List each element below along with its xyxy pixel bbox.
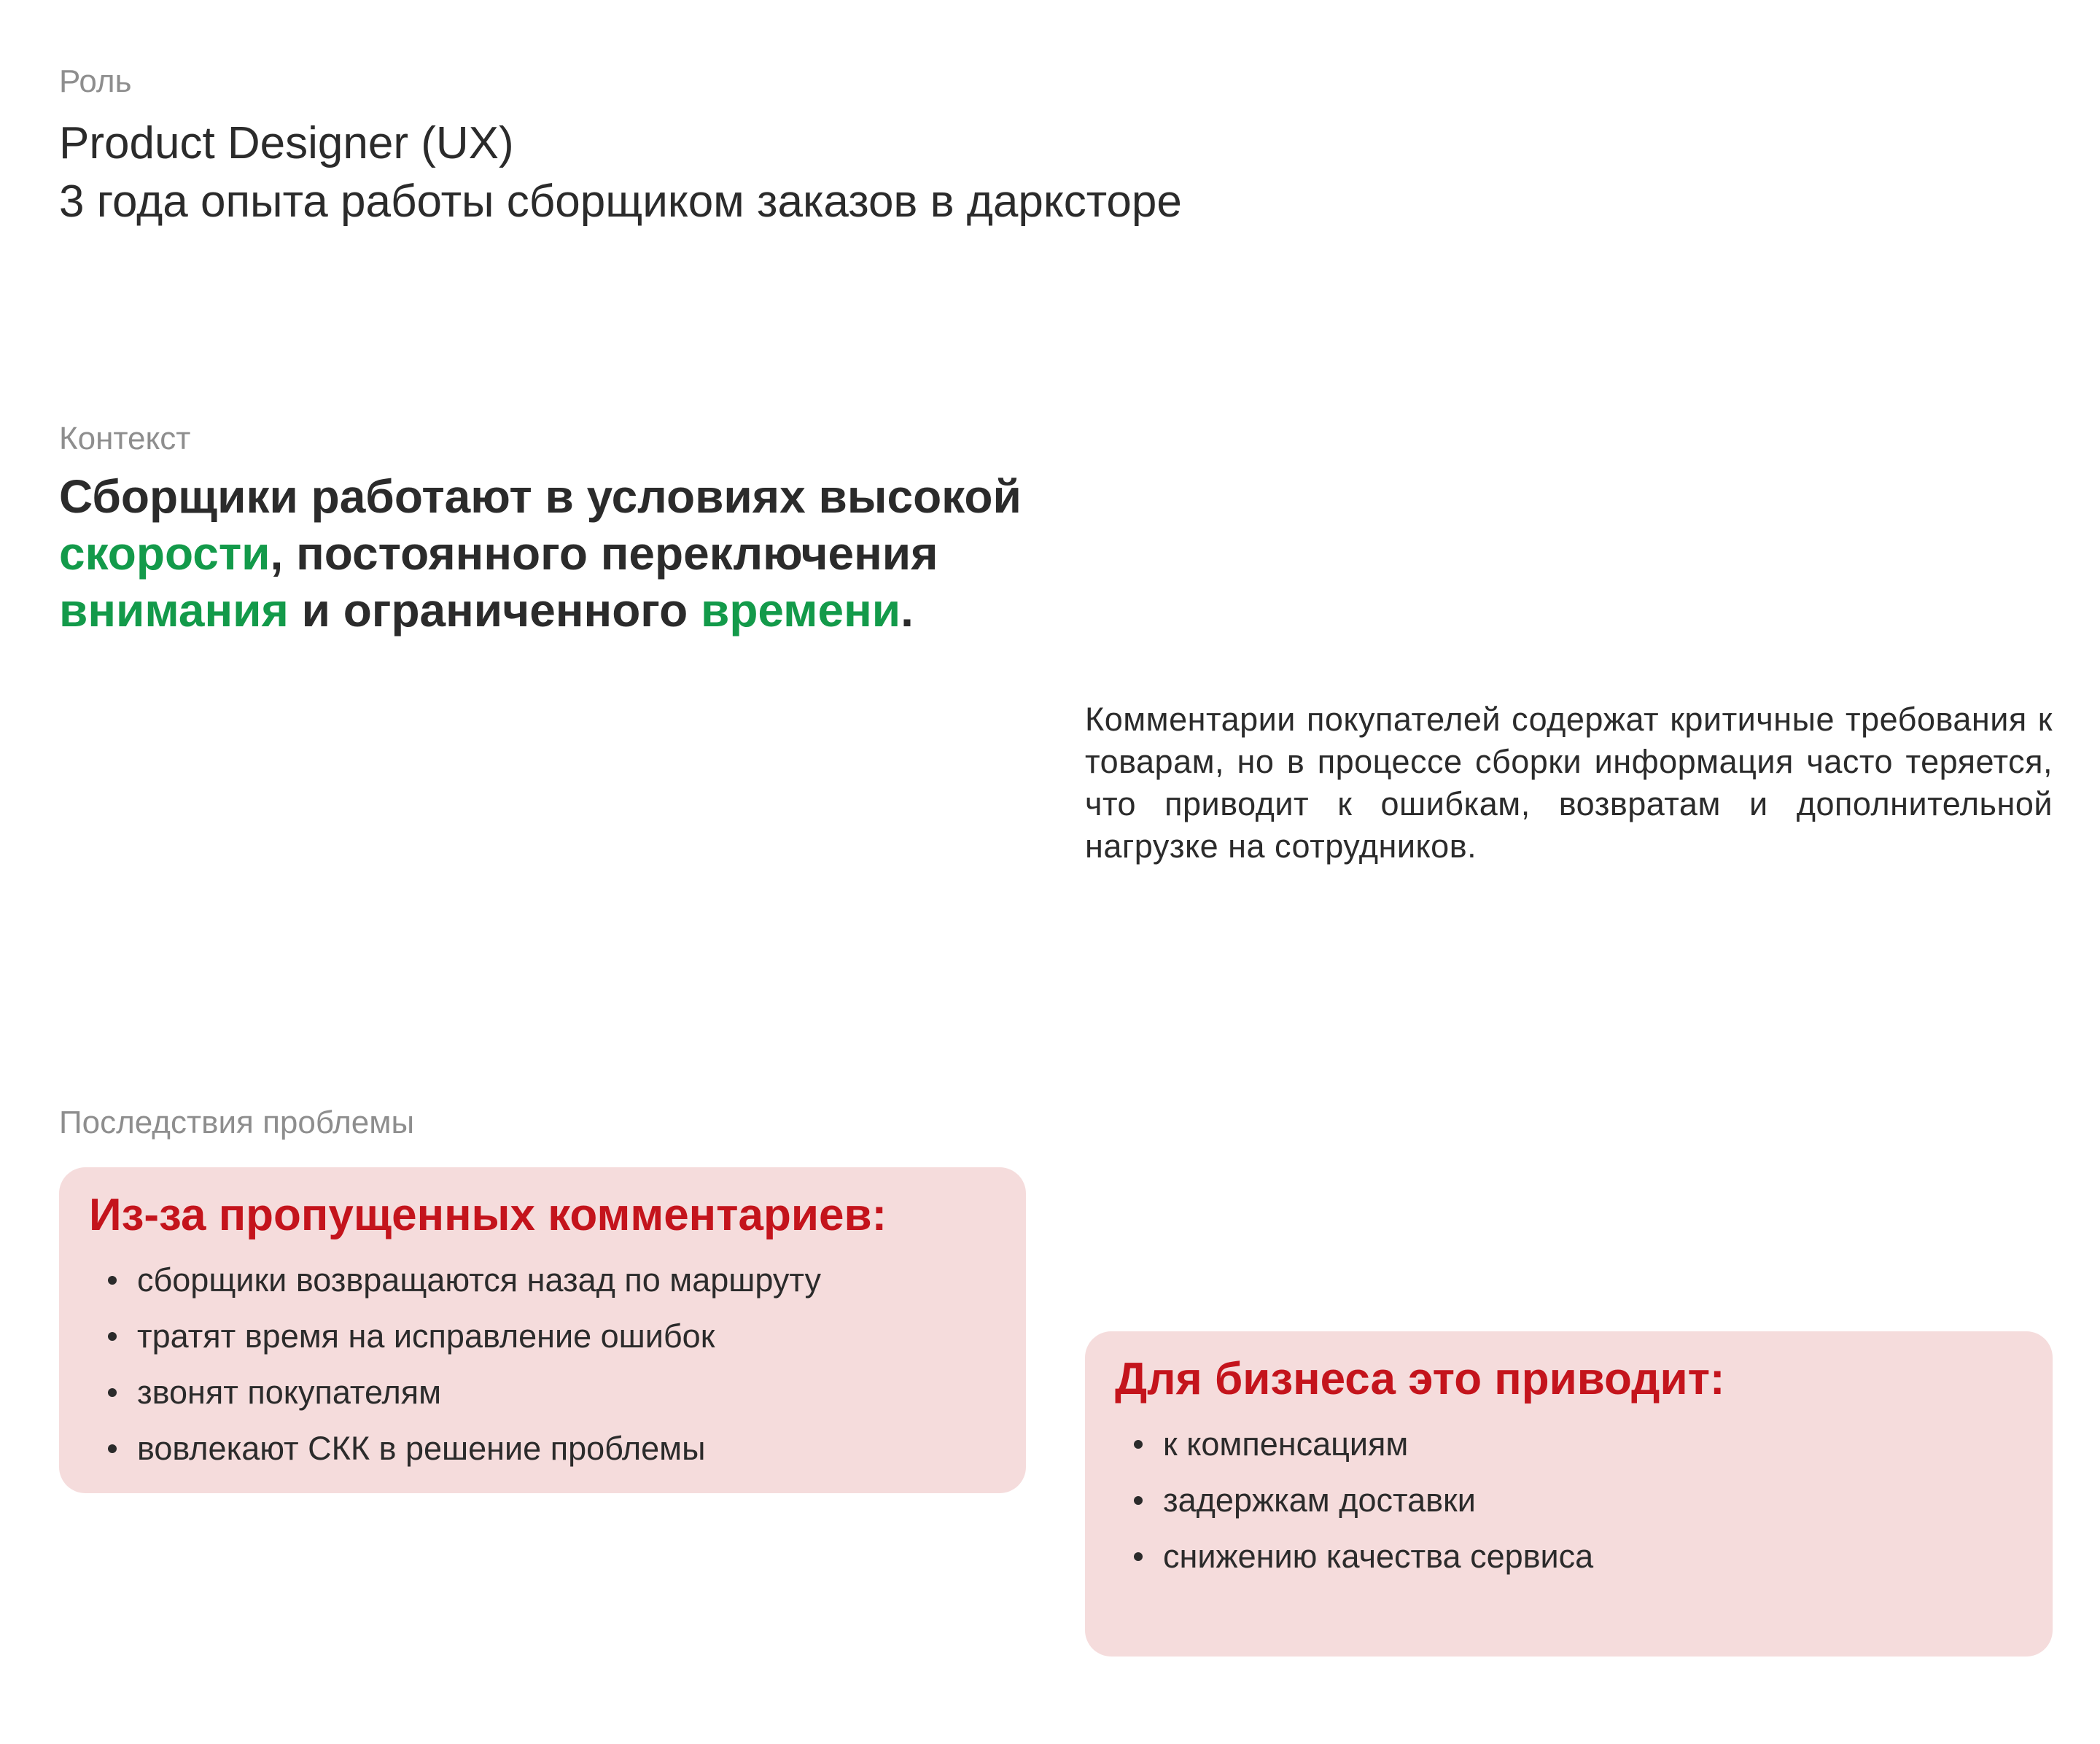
list-item-text: к компенсациям [1163,1425,1409,1463]
list-item-text: звонят покупателям [137,1374,442,1411]
list-item [89,1308,997,1364]
role-experience: 3 года опыта работы сборщиком заказов в дарксторе [59,176,1182,227]
list-item [89,1364,997,1420]
list-item [89,1252,997,1308]
context-heading-part: . [901,584,914,637]
card-title: Для бизнеса это приводит: [1115,1354,1725,1404]
list-item [1115,1472,2023,1528]
context-heading-highlight: скорости [59,527,271,580]
list-item-text: сборщики возвращаются назад по маршруту [137,1261,822,1299]
bullet-list [1115,1416,2023,1584]
list-item-text: задержкам доставки [1163,1482,1476,1519]
bullet-icon [1134,1496,1143,1505]
bullet-icon [1134,1552,1143,1561]
bullet-icon [1134,1440,1143,1449]
role-title: Product Designer (UX) [59,118,514,168]
context-heading-highlight: внимания [59,584,289,637]
bullet-icon [108,1276,117,1285]
consequence-card-business [1085,1331,2053,1657]
bullet-list [89,1252,997,1476]
context-heading [59,468,1022,639]
bullet-icon [108,1388,117,1397]
consequences-label: Последствия проблемы [59,1105,415,1140]
bullet-icon [108,1332,117,1341]
list-item [1115,1528,2023,1584]
context-heading-part: Сборщики работают в условиях высокой [59,470,1022,523]
context-heading-part: , постоянного переключения [270,527,938,580]
context-heading-part: и ограниченного [288,584,701,637]
role-block [59,114,1182,231]
role-label: Роль [59,63,132,99]
list-item [89,1420,997,1476]
list-item-text: тратят время на исправление ошибок [137,1317,715,1355]
card-title: Из-за пропущенных комментариев: [89,1190,887,1240]
bullet-icon [108,1444,117,1453]
list-item-text: вовлекают СКК в решение проблемы [137,1430,706,1467]
context-heading-highlight: времени [700,584,901,637]
context-label: Контекст [59,421,191,456]
consequence-card-collectors [59,1167,1026,1493]
list-item [1115,1416,2023,1472]
list-item-text: снижению качества сервиса [1163,1538,1594,1575]
context-description: Комментарии покупателей содержат критичные требования к товарам, но в процессе сборки информация часто теряется, что приводит к ошибкам, возвратам и дополнительной нагрузке на сотрудников. [1085,701,2053,865]
